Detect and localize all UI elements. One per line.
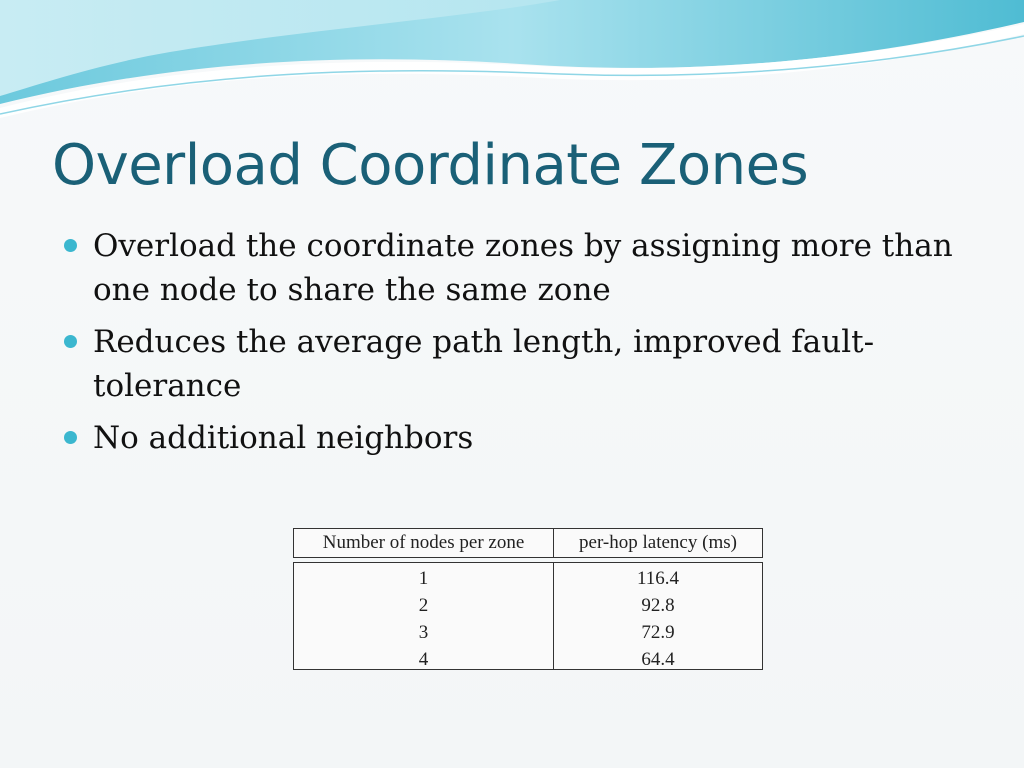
latency-table	[293, 528, 763, 670]
bullet-dot-icon	[64, 335, 77, 348]
bullet-text: No additional neighbors	[93, 420, 474, 456]
bullet-list	[62, 224, 982, 468]
bullet-dot-icon	[64, 239, 77, 252]
bullet-item	[62, 416, 982, 460]
table-body	[293, 562, 763, 670]
table-row	[294, 647, 762, 674]
cell-nodes: 4	[418, 649, 429, 670]
cell-latency: 116.4	[636, 568, 680, 589]
cell-nodes: 2	[418, 595, 429, 616]
cell-latency: 92.8	[641, 595, 675, 616]
table-header	[293, 528, 763, 558]
bullet-item	[62, 320, 982, 408]
table-row	[294, 566, 762, 593]
cell-latency: 72.9	[641, 622, 675, 643]
bullet-item	[62, 224, 982, 312]
column-header-nodes-per-zone: Number of nodes per zone	[322, 532, 525, 553]
header-wave-decoration	[0, 0, 1024, 130]
column-header-per-hop-latency: per-hop latency (ms)	[579, 532, 737, 553]
cell-nodes: 1	[418, 568, 429, 589]
slide-title: Overload Coordinate Zones	[52, 133, 809, 198]
cell-nodes: 3	[418, 622, 429, 643]
table-row	[294, 593, 762, 620]
bullet-dot-icon	[64, 431, 77, 444]
bullet-text: Reduces the average path length, improved fault-tolerance	[93, 324, 875, 404]
bullet-text: Overload the coordinate zones by assigning more than one node to share the same zone	[93, 228, 953, 308]
table-row	[294, 620, 762, 647]
cell-latency: 64.4	[641, 649, 675, 670]
